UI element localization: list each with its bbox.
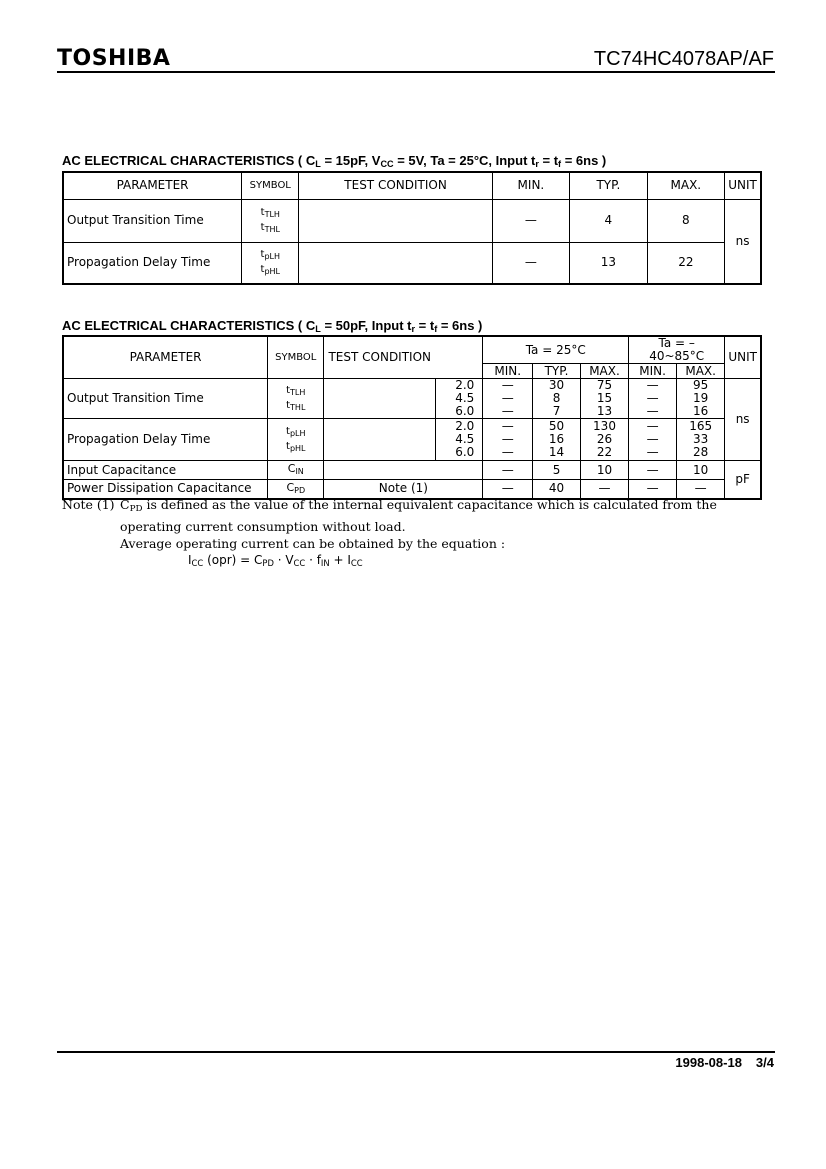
unit-cell: ns <box>725 199 761 284</box>
parameter-cell: Propagation Delay Time <box>63 419 268 461</box>
test-condition-cell <box>299 242 492 284</box>
test-condition-cell <box>324 379 436 419</box>
symbol-cell: $C_{PD}$ <box>268 480 324 499</box>
header-test-condition: TEST CONDITION <box>299 172 492 199</box>
min-cell: — <box>483 480 533 499</box>
min-ta25-header: MIN. <box>483 364 533 379</box>
test-condition-cell <box>324 461 483 480</box>
page-number: 3/4 <box>755 1055 774 1070</box>
symbol-cell: $t_{TLH}$ $t_{THL}$ <box>268 379 324 419</box>
note-line-3: Average operating current can be obtained by the equation : <box>120 536 506 551</box>
max-ta25-header: MAX. <box>580 364 628 379</box>
table-row <box>63 199 761 242</box>
header-test-condition: TEST CONDITION <box>324 336 483 379</box>
min-cell: — <box>492 199 569 242</box>
vcc-cell: 2.0 4.5 6.0 <box>436 379 483 419</box>
footer <box>675 1055 774 1070</box>
note-line-1: Note (1) $C_{PD}$ is defined as the value of the internal equivalent capacitance which is calculated from the <box>62 497 717 514</box>
max2-cell: 95 19 16 <box>677 379 725 419</box>
table2-title: AC ELECTRICAL CHARACTERISTICS ( $C_L = 50pF$, Input $t_r = t_f = 6ns$ ) <box>62 318 483 334</box>
max2-cell: 165 33 28 <box>677 419 725 461</box>
unit-pf-cell: pF <box>725 461 761 499</box>
vcc-cell: 2.0 4.5 6.0 <box>436 419 483 461</box>
footer-date: 1998-08-18 <box>675 1055 742 1070</box>
note-block <box>62 496 762 572</box>
min2-cell: — — — <box>629 379 677 419</box>
header-rule <box>57 71 775 73</box>
max-cell: 8 <box>647 199 724 242</box>
ac-characteristics-table-2 <box>62 335 762 500</box>
test-condition-cell: Note (1) <box>324 480 483 499</box>
max-cell: 130 26 22 <box>580 419 628 461</box>
header-ta-25: Ta = 25°C <box>483 336 629 364</box>
brand-logo: TOSHIBA <box>57 46 171 71</box>
min2-cell: — <box>629 480 677 499</box>
max2-cell: 10 <box>677 461 725 480</box>
symbol-cell: $C_{IN}$ <box>268 461 324 480</box>
table1-title: AC ELECTRICAL CHARACTERISTICS ( $C_L = 15pF$, $V_{CC} = 5V$, Ta = 25°C, Input $t_r = t_f = 6ns$ ) <box>62 153 607 169</box>
typ-ta25-header: TYP. <box>533 364 581 379</box>
header-min: MIN. <box>492 172 569 199</box>
min-cell: — — — <box>483 379 533 419</box>
parameter-cell: Output Transition Time <box>63 379 268 419</box>
header-parameter: PARAMETER <box>63 172 242 199</box>
symbol-cell: $t_{pLH}$ $t_{pHL}$ <box>268 419 324 461</box>
unit-ns-cell: ns <box>725 379 761 461</box>
table-row <box>63 242 761 284</box>
max-cell: 75 15 13 <box>580 379 628 419</box>
min-cell: — <box>492 242 569 284</box>
parameter-cell: Output Transition Time <box>63 199 242 242</box>
max2-cell: — <box>677 480 725 499</box>
symbol-cell: $t_{pLH}$ $t_{pHL}$ <box>242 242 299 284</box>
parameter-cell: Input Capacitance <box>63 461 268 480</box>
test-condition-cell <box>299 199 492 242</box>
header-parameter: PARAMETER <box>63 336 268 379</box>
typ-cell: 5 <box>533 461 581 480</box>
table-row <box>63 419 761 461</box>
note-equation: $I_{CC}$ $(opr) = C_{PD} \cdot V_{CC} \cdot f_{IN} + I_{CC}$ <box>188 553 363 568</box>
ac-characteristics-table-1 <box>62 171 762 285</box>
typ-cell: 13 <box>570 242 647 284</box>
table-row <box>63 461 761 480</box>
footer-rule <box>57 1051 775 1053</box>
max-cell: — <box>580 480 628 499</box>
typ-cell: 4 <box>570 199 647 242</box>
typ-cell: 30 8 7 <box>533 379 581 419</box>
max-cell: 10 <box>580 461 628 480</box>
header-typ: TYP. <box>570 172 647 199</box>
header-symbol: SYMBOL <box>242 172 299 199</box>
symbol-cell: $t_{TLH}$ $t_{THL}$ <box>242 199 299 242</box>
max-tarange-header: MAX. <box>677 364 725 379</box>
parameter-cell: Power Dissipation Capacitance <box>63 480 268 499</box>
header-max: MAX. <box>647 172 724 199</box>
min2-cell: — — — <box>629 419 677 461</box>
typ-cell: 50 16 14 <box>533 419 581 461</box>
test-condition-cell <box>324 419 436 461</box>
min-cell: — <box>483 461 533 480</box>
min-tarange-header: MIN. <box>629 364 677 379</box>
min-cell: — — — <box>483 419 533 461</box>
max-cell: 22 <box>647 242 724 284</box>
part-number: TC74HC4078AP/AF <box>593 48 774 70</box>
header-unit: UNIT <box>725 172 761 199</box>
min2-cell: — <box>629 461 677 480</box>
parameter-cell: Propagation Delay Time <box>63 242 242 284</box>
header-symbol: SYMBOL <box>268 336 324 379</box>
header-unit: UNIT <box>725 336 761 379</box>
table-row <box>63 379 761 419</box>
note-line-2: operating current consumption without load. <box>120 519 406 534</box>
typ-cell: 40 <box>533 480 581 499</box>
header-ta-range: Ta = –40~85°C <box>629 336 725 364</box>
